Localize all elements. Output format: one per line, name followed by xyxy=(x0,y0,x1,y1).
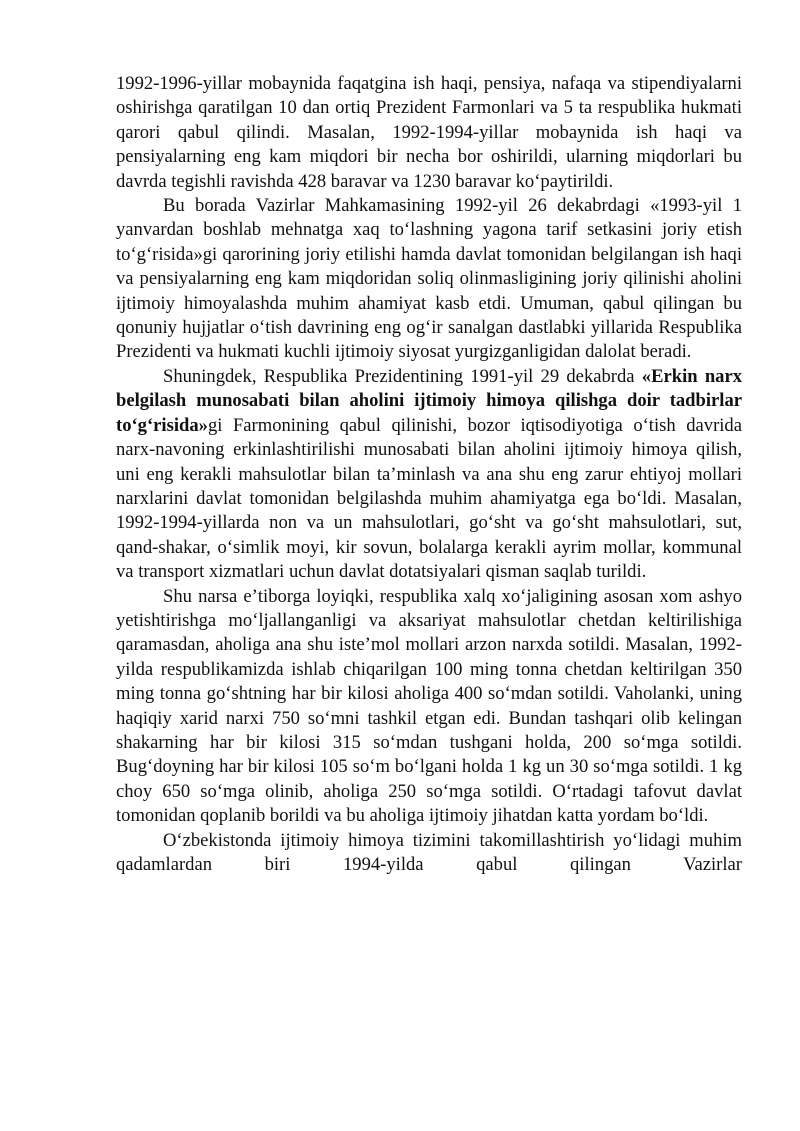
paragraph-1: 1992-1996-yillar mobaynida faqatgina ish haqi, pensiya, nafaqa va stipendiyalarni oshirishga qaratilgan 10 dan ortiq Prezident Farmonlari va 5 ta respublika hukmati qarori qabul qilindi. Masalan, 1992-1994-yillar mobaynida ish haqi va pensiyalarning eng kam miqdori bir necha bor oshirildi, ularning miqdorlari bu davrda tegishli ravishda 428 baravar va 1230 baravar koʻpaytirildi. xyxy=(116,73,742,192)
paragraph-2: Bu borada Vazirlar Mahkamasining 1992-yil 26 dekabrdagi «1993-yil 1 yanvardan boshlab mehnatga xaq toʻlashning yagona tarif setkasini joriy etish toʻgʻrisida»gi qarorining joriy etilishi hamda davlat tomonidan belgilangan ish haqi va pensiyalarning eng kam miqdoridan soliq olinmasligining joriy qilinishi aholini ijtimoiy himoyalashda muhim ahamiyat kasb etdi. Umuman, qabul qilingan bu qonuniy hujjatlar oʻtish davrining eng ogʻir sanalgan dastlabki yillarida Respublika Prezidenti va hukmati kuchli ijtimoiy siyosat yurgizganligidan dalolat beradi. xyxy=(116,195,742,363)
paragraph-4: Shu narsa eʼtiborga loyiqki, respublika xalq xoʻjaligining asosan xom ashyo yetishtirishga moʻljallanganligi va aksariyat mahsulotlar chetdan keltirilishiga qaramasdan, aholiga ana shu isteʼmol mollari arzon narxda sotildi. Masalan, 1992-yilda respublikamizda ishlab chiqarilgan 100 ming tonna chetdan keltirilgan 350 ming tonna goʻshtning har bir kilosi aholiga 400 soʻmdan sotildi. Vaholanki, uning haqiqiy xarid narxi 750 soʻmni tashkil etgan edi. Bundan tashqari olib kelingan shakarning har bir kilosi 315 soʻmdan tushgani holda, 200 soʻmga sotildi. Bugʻdoyning har bir kilosi 105 soʻm boʻlgani holda 1 kg un 30 soʻmga sotildi. 1 kg choy 650 soʻmga olinib, aholiga 250 soʻmga sotildi. Oʻrtadagi tafovut davlat tomonidan qoplanib borildi va bu aholiga ijtimoiy jihatdan katta yordam boʻldi. xyxy=(116,585,742,827)
paragraph-3 xyxy=(116,365,742,585)
paragraph-3-body: gi Farmonining qabul qilinishi, bozor iqtisodiyotiga oʻtish davrida narx-navoning erkinlashtirilishi munosabati bilan aholini ijtimoiy himoya qilish, uni eng kerakli mahsulotlar bilan taʼminlash va ana shu eng zarur ehtiyoj mollari narxlarini davlat tomonidan belgilashda muhim ahamiyatga ega boʻldi. Masalan, 1992-1994-yillarda non va un mahsulotlari, goʻsht va goʻsht mahsulotlari, sut, qand-shakar, oʻsimlik moyi, kir sovun, bolalarga kerakli ayrim mollar, kommunal va transport xizmatlari uchun davlat dotatsiyalari qisman saqlab turildi. xyxy=(116,414,742,583)
document-page xyxy=(116,72,742,877)
decree-title: «Erkin narx belgilash munosabati bilan aholini ijtimoiy himoya qilishga doir tadbirlar toʻgʻrisida» xyxy=(116,365,743,436)
paragraph-5: Oʻzbekistonda ijtimoiy himoya tizimini takomillashtirish yoʻlidagi muhim qadamlardan biri 1994-yilda qabul qilingan Vazirlar xyxy=(116,829,742,875)
paragraph-3-intro: Shuningdek, Respublika Prezidentining 1991-yil 29 dekabrda xyxy=(163,365,642,387)
